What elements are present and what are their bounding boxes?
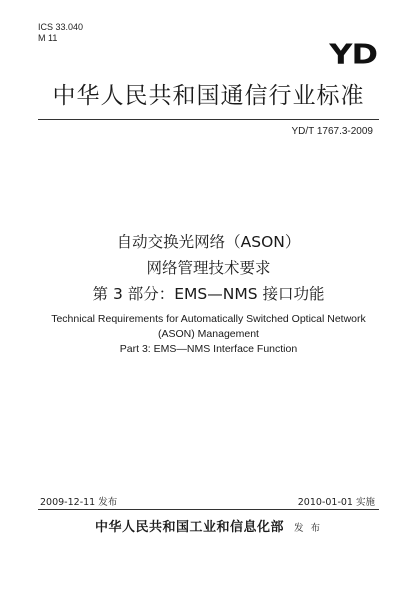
en-title-line-1: Technical Requirements for Automatically Switched Optical Network	[51, 313, 366, 325]
standard-type-title: 中华人民共和国通信行业标准	[52, 83, 365, 109]
standard-number: YD/T 1767.3-2009	[291, 126, 373, 137]
category-code: M 11	[38, 33, 58, 43]
cn-title-line-2: 网络管理技术要求	[146, 259, 271, 277]
cn-title-line-3: 第 3 部分：EMS—NMS 接口功能	[92, 285, 325, 303]
issuer-suffix: 发 布	[293, 523, 323, 534]
cn-title-line-1: 自动交换光网络（ASON）	[116, 233, 301, 251]
en-title-line-2: (ASON) Management	[158, 328, 259, 340]
yd-logo: YD	[329, 38, 377, 71]
issue-date: 2009-12-11 发布	[40, 497, 118, 508]
en-title-line-3: Part 3: EMS—NMS Interface Function	[119, 343, 298, 355]
footer-divider	[38, 509, 379, 510]
issuer-name: 中华人民共和国工业和信息化部	[94, 520, 284, 535]
implementation-date: 2010-01-01 实施	[297, 497, 375, 508]
issuer-line	[0, 516, 417, 535]
classification-codes	[38, 22, 83, 44]
header-divider	[38, 119, 379, 120]
ics-code: ICS 33.040	[38, 22, 84, 32]
